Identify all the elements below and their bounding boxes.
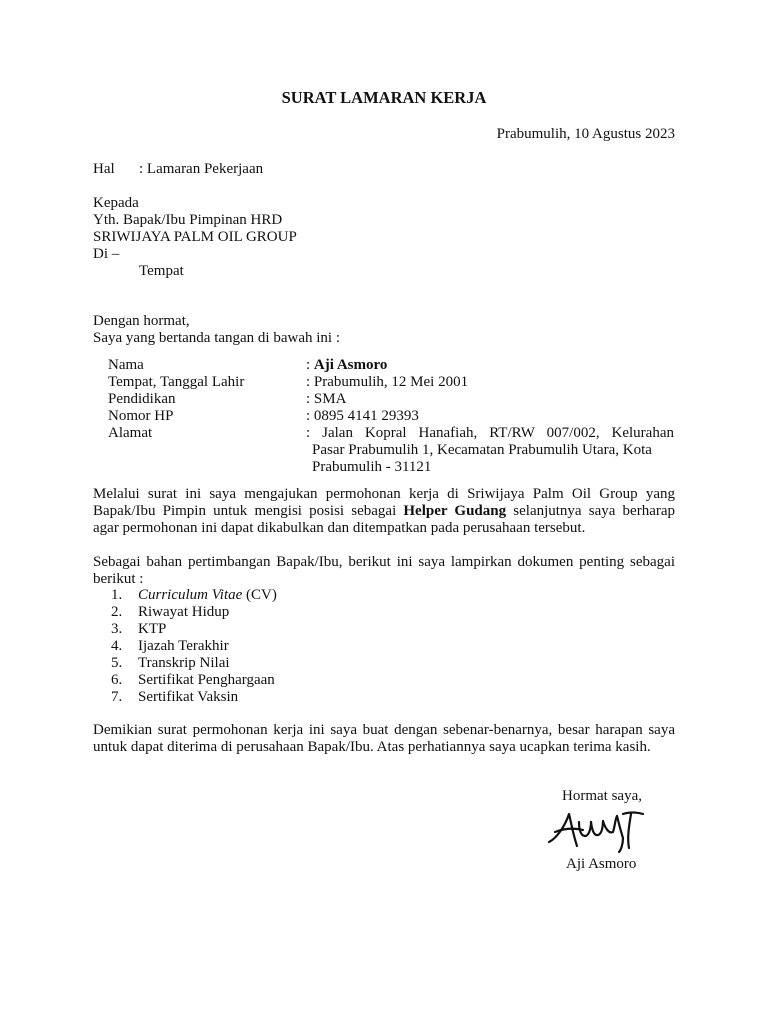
recipient-line: SRIWIJAYA PALM OIL GROUP [93,229,297,245]
list-text: Transkrip Nilai [138,655,230,671]
list-item [111,689,277,706]
paragraph-line: untuk dapat diterima di perusahaan Bapak/Ibu. Atas perhatiannya saya ucapkan terima kasih. [93,739,651,755]
list-number: 6. [111,672,123,688]
list-text: (CV) [242,587,277,603]
list-number: 7. [111,689,123,705]
paragraph-line: agar permohonan ini dapat dikabulkan dan ditempatkan pada perusahaan tersebut. [93,520,586,536]
address-line: : Jalan Kopral Hanafiah, RT/RW 007/002, Kelurahan [306,425,674,441]
identity-value: : SMA [306,391,347,407]
identity-label: Alamat [108,425,153,441]
intro-text: Saya yang bertanda tangan di bawah ini : [93,330,341,346]
list-text-italic: Curriculum Vitae [138,587,243,603]
address-line: Prabumulih - 31121 [312,459,432,475]
identity-row [108,408,674,425]
applicant-name: Aji Asmoro [313,357,388,373]
list-number: 2. [111,604,123,620]
greeting: Dengan hormat, [93,313,190,329]
list-item [111,672,277,689]
list-text: Ijazah Terakhir [138,638,229,654]
subject-label: Hal [93,161,115,177]
list-item [111,655,277,672]
letter-title: SURAT LAMARAN KERJA [281,88,487,107]
address-line: Pasar Prabumulih 1, Kecamatan Prabumulih Utara, Kota [312,442,652,458]
letter-date: Prabumulih, 10 Agustus 2023 [496,126,675,142]
application-paragraph [93,486,675,537]
paragraph-text: selanjutnya saya berharap [506,503,676,519]
list-number: 1. [111,587,123,603]
signer-name: Aji Asmoro [566,856,637,872]
recipient-line: Tempat [139,263,184,279]
list-text: Sertifikat Penghargaan [138,672,275,688]
paragraph-line [93,503,675,520]
identity-value: : Prabumulih, 12 Mei 2001 [306,374,469,390]
closing-salutation: Hormat saya, [562,788,642,804]
paragraph-line: Sebagai bahan pertimbangan Bapak/Ibu, berikut ini saya lampirkan dokumen penting sebagai [93,554,675,570]
identity-label: Tempat, Tanggal Lahir [108,374,245,390]
identity-label: Nomor HP [108,408,174,424]
list-number: 3. [111,621,123,637]
attachment-list [111,587,277,706]
identity-label: Pendidikan [108,391,176,407]
identity-table [108,357,674,476]
identity-value: : Aji Asmoro [306,357,388,373]
attachment-paragraph [93,554,675,588]
identity-row [108,357,674,374]
list-number: 4. [111,638,123,654]
list-item [111,638,277,655]
paragraph-line: Melalui surat ini saya mengajukan permohonan kerja di Sriwijaya Palm Oil Group yang [93,486,675,502]
closing-paragraph [93,722,675,756]
list-text: KTP [138,621,167,637]
recipient-line: Di – [93,246,120,262]
signature-image [545,808,655,863]
paragraph-line: berikut : [93,571,144,587]
recipient-block [93,195,297,280]
list-text: Riwayat Hidup [138,604,230,620]
position-name: Helper Gudang [403,503,507,519]
list-item [111,587,277,604]
list-text: Sertifikat Vaksin [138,689,239,705]
paragraph-text: Bapak/Ibu Pimpin untuk mengisi posisi sebagai [93,503,404,519]
identity-label: Nama [108,357,144,373]
identity-row [108,391,674,408]
identity-value: : 0895 4141 29393 [306,408,419,424]
identity-row [108,425,674,476]
recipient-line: Yth. Bapak/Ibu Pimpinan HRD [93,212,283,228]
list-number: 5. [111,655,123,671]
list-item [111,604,277,621]
address-value [306,425,674,476]
subject-value: : Lamaran Pekerjaan [139,161,264,177]
identity-row [108,374,674,391]
paragraph-line: Demikian surat permohonan kerja ini saya buat dengan sebenar-benarnya, besar harapan saya [93,722,675,738]
list-item [111,621,277,638]
recipient-line: Kepada [93,195,139,211]
greeting-block [93,313,340,347]
